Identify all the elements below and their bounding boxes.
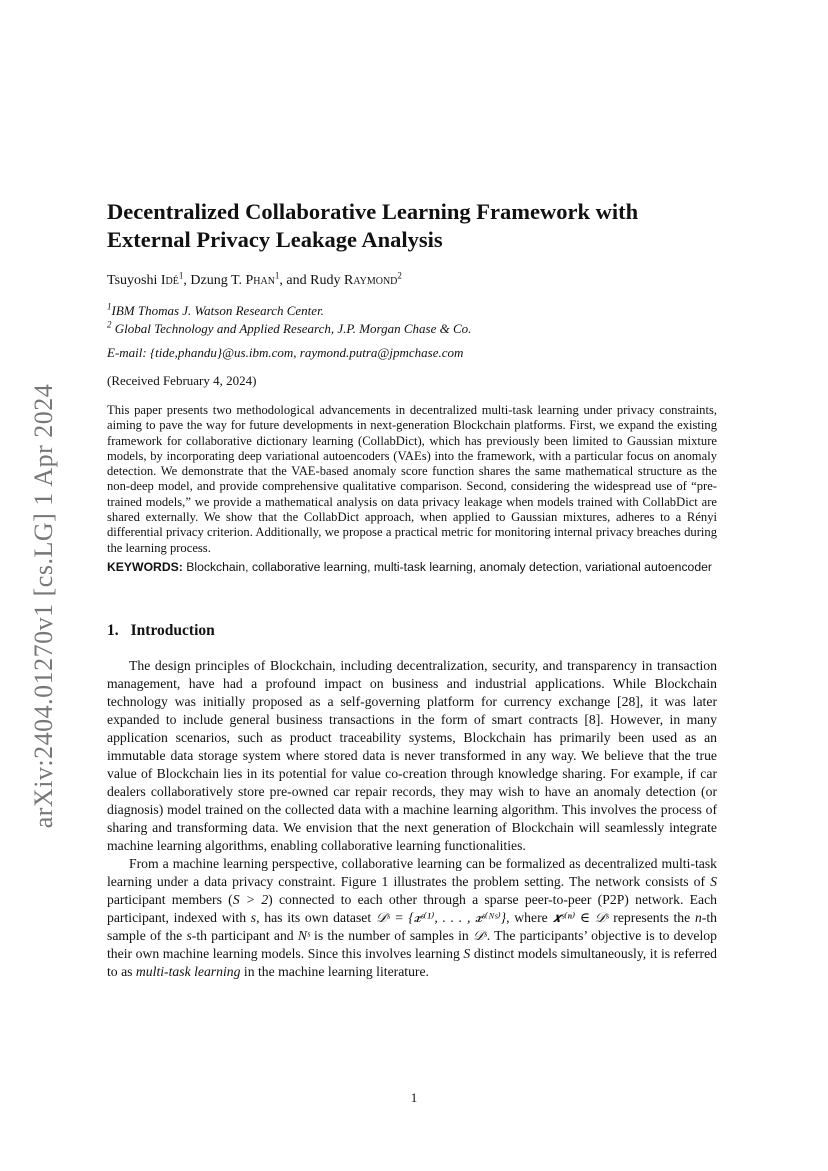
section-heading-introduction: 1. Introduction: [107, 622, 215, 640]
affiliation-2: $^2$ Global Technology and Applied Research, J.P. Morgan Chase & Co.: [107, 319, 472, 336]
keywords-text: Blockchain, collaborative learning, multi-task learning, anomaly detection, variational autoencoder: [182, 559, 712, 574]
arxiv-id-text: arXiv:2404.01270v1 [cs.LG] 1 Apr 2024: [29, 383, 58, 829]
paper-title: Decentralized Collaborative Learning Framework with External Privacy Leakage Analysis: [107, 199, 639, 252]
author-email: E-mail: {tide,phandu}@us.ibm.com, raymond.putra@jpmchase.com: [107, 345, 464, 360]
author-1: Tsuyoshi Idé$^1$,: [107, 270, 191, 288]
author-list: [107, 272, 717, 290]
keywords: [107, 560, 717, 576]
received-date: (Received February 4, 2024): [107, 373, 257, 388]
introduction-body: [107, 657, 717, 980]
abstract: This paper presents two methodological advancements in decentralized multi-task learning under privacy constraints, aiming to pave the way for future developments in next-generation Blockchain platforms. First, we expand the existing framework for collaborative dictionary learning (CollabDict), which has previously been limited to Gaussian mixture models, by incorporating deep variational autoencoders (VAEs) into the framework, with a particular focus on anomaly detection. We demonstrate that the VAE-based anomaly score function shares the same mathematical structure as the non-deep model, and provide comprehensive qualitative comparison. Second, considering the widespread use of “pre-trained models,” we provide a mathematical analysis on data privacy leakage when models trained with CollabDict are shared externally. We show that the CollabDict approach, when applied to Gaussian mixtures, adheres to a Rényi differential privacy criterion. Additionally, we propose a practical metric for monitoring internal privacy breaches during the learning process.: [107, 403, 717, 555]
paragraph-1: The design principles of Blockchain, including decentralization, security, and transparency in transaction management, have had a profound impact on business and industrial applications. While Blockchain technology was initially proposed as a self-governing platform for currency exchange [28], it was later expanded to include general business transactions in the form of smart contracts [8]. However, in many application scenarios, such as product traceability systems, Blockchain has primarily been used as an immutable data storage system where stored data is never transformed in any way. We believe that the true value of Blockchain lies in its potential for value co-creation through knowledge sharing. For example, if car dealers collaboratively store pre-owned car repair records, they may wish to have an anomaly detection (or diagnosis) model trained on the collected data with a machine learning algorithm. This involves the process of sharing and transforming data. We envision that the next generation of Blockchain will seamlessly integrate machine learning algorithms, enabling collaborative learning functionalities.: [107, 658, 717, 853]
arxiv-sidebar-stamp: [26, 0, 62, 1171]
page-number: 1: [410, 1090, 418, 1105]
author-3: Rudy Raymond$^2$: [310, 270, 402, 288]
paper-page: [107, 198, 717, 981]
paragraph-2: From a machine learning perspective, collaborative learning can be formalized as decentralized multi-task learning under a data privacy constraint. Figure 1 illustrates the problem setting. The network consists of S participant members (S > 2) connected to each other through a sparse peer-to-peer (P2P) network. Each participant, indexed with s, has its own dataset 𝒟ˢ = {𝒙ˢ⁽¹⁾, . . . , 𝒙ˢ⁽ᴺˢ⁾}, where 𝒙ˢ⁽ⁿ⁾ ∈ 𝒟ˢ represents the n-th sample of the s-th participant and Nˢ is the number of samples in 𝒟ˢ. The participants’ objective is to develop their own machine learning models. Since this involves learning S distinct models simultaneously, it is referred to as multi-task learning in the machine learning literature.: [107, 855, 717, 979]
affiliation-1: $^1$IBM Thomas J. Watson Research Center.: [107, 301, 324, 318]
keywords-label: KEYWORDS:: [107, 559, 183, 574]
author-2: Dzung T. Phan$^1$, and: [190, 270, 311, 288]
